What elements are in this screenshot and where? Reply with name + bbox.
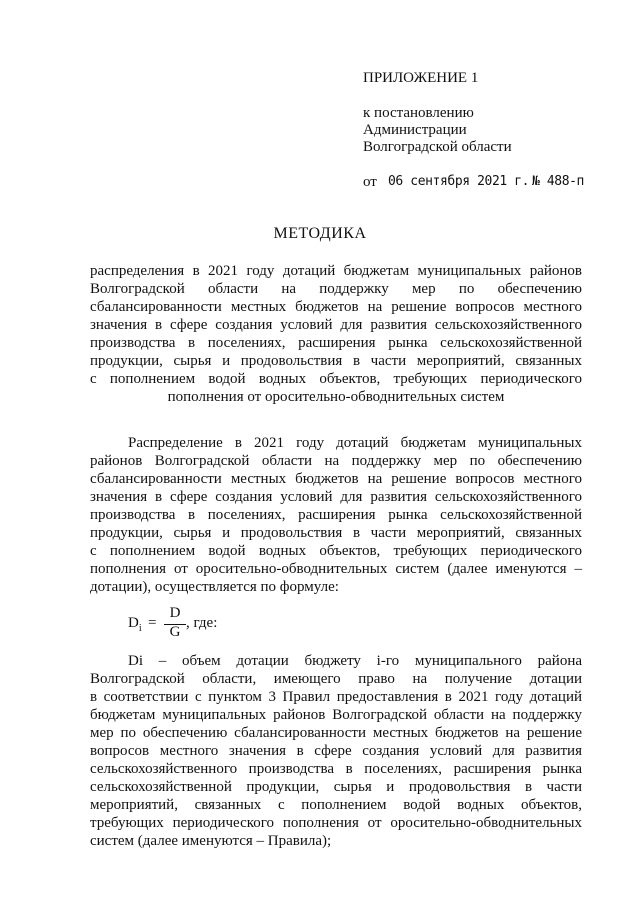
document-title: МЕТОДИКА [273,225,367,242]
paragraph-line: мер по обеспечению сбалансированности местных бюджетов на решение [90,725,582,741]
paragraph-line: дотации), осуществляется по формуле: [90,579,339,595]
paragraph-line: значения в сфере создания условий для развития сельскохозяйственного [90,489,582,505]
formula-tail: , где: [186,615,218,631]
subtitle-line: с пополнением водой водных объектов, требующих периодического [90,371,582,387]
resolution-date: 06 сентября 2021 г. [388,174,530,189]
paragraph-line: с пополнением водой водных объектов, требующих периодического [90,543,582,559]
date-prefix: от [363,174,377,190]
paragraph-line: Волгоградской области, имеющего право на получение дотации [90,671,582,687]
formula-equals: = [148,615,157,631]
formula [128,605,328,641]
paragraph-line: районов Волгоградской области на поддержку мер по обеспечению [90,453,582,469]
resolution-number: № 488-п [532,174,584,189]
subtitle-line: продукции, сырья и продовольствия в части мероприятий, связанных [90,353,582,369]
subtitle-line: Волгоградской области на поддержку мер по обеспечению [90,281,582,297]
resolution-ref-line2: Администрации [363,122,467,138]
paragraph-line: систем (далее именуются – Правила); [90,833,332,849]
paragraph-line: сельскохозяйственного производства в поселениях, расширения рынка [90,761,582,777]
subtitle-line: значения в сфере создания условий для развития сельскохозяйственного [90,317,582,333]
subtitle-line: производства в поселениях, расширения рынка сельскохозяйственной [90,335,582,351]
paragraph-line: в соответствии с пунктом 3 Правил предоставления в 2021 году дотаций [90,689,582,705]
formula-denominator: G [169,624,181,640]
subtitle-line: распределения в 2021 году дотаций бюджетам муниципальных районов [90,263,582,279]
resolution-ref-line1: к постановлению [363,105,474,121]
subtitle-line: сбалансированности местных бюджетов на решение вопросов местного [90,299,582,315]
formula-lhs: $D_i$ [128,615,142,634]
paragraph-line: требующих периодического пополнения от оросительно-обводнительных [90,815,582,831]
paragraph-line: мероприятий, связанных с пополнением водой водных объектов, [90,797,582,813]
paragraph-line: сельскохозяйственной продукции, сырья и продовольствия в части [90,779,582,795]
subtitle-line: пополнения от оросительно-обводнительных систем [167,389,505,405]
formula-numerator: D [169,605,181,621]
paragraph-line: Di – объем дотации бюджету i-го муниципального района [128,653,582,669]
resolution-ref-line3: Волгоградской области [363,139,512,155]
paragraph-line: производства в поселениях, расширения рынка сельскохозяйственной [90,507,582,523]
appendix-label: ПРИЛОЖЕНИЕ 1 [363,70,479,86]
paragraph-line: бюджетам муниципальных районов Волгоградской области на поддержку [90,707,582,723]
paragraph-line: вопросов местного значения в сфере создания условий для развития [90,743,582,759]
paragraph-line: пополнения от оросительно-обводнительных систем (далее именуются – [90,561,582,577]
paragraph-line: сбалансированности местных бюджетов на решение вопросов местного [90,471,582,487]
paragraph-line: продукции, сырья и продовольствия в части мероприятий, связанных [90,525,582,541]
paragraph-line: Распределение в 2021 году дотаций бюджетам муниципальных [128,435,582,451]
